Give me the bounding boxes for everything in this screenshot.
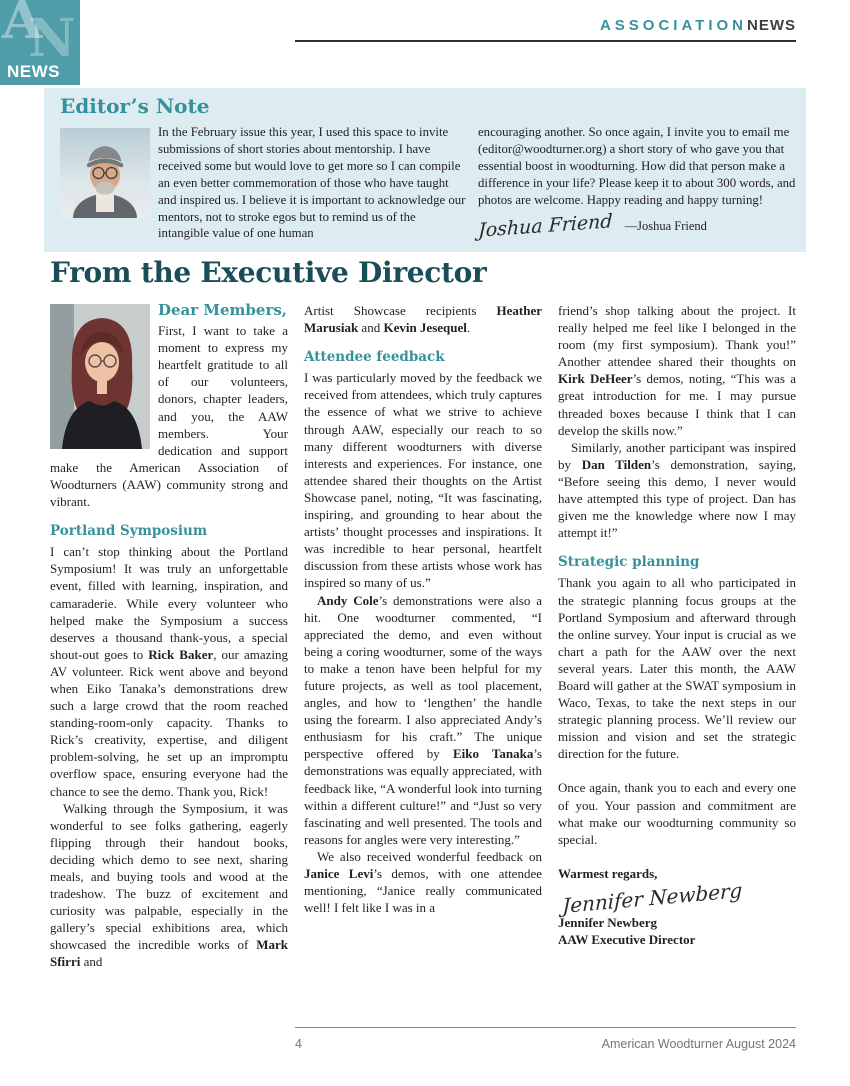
article-title: From the Executive Director [50, 256, 487, 289]
paragraph: Walking through the Symposium, it was wonderful to see folks gathering, eagerly flipping through their handout books, deciding which demo to see next, sharing meals, and buying tools and wood at the tradeshow. The buzz of excitement and curiosity was palpable, especially in the gallery’s special exhibitions area, which showcased the incredible works of Mark Sfirri and [50, 800, 288, 970]
subhead-strategic-planning: Strategic planning [558, 554, 700, 571]
logo-letter-n: N [28, 8, 76, 69]
paragraph: friend’s shop talking about the project. It really helped me feel like I belonged in the room (my first symposium). Thank you!” Another attendee shared their thoughts on Kirk DeHeer’s demos, noting, “This was a great introduction for me. I may pursue threaded boxes because I think that I can develop the skills now.” [558, 303, 796, 438]
jennifer-newberg-signature: Jennifer Newberg [562, 877, 743, 918]
header-association-text: ASSOCIATION [599, 17, 747, 34]
paragraph: Thank you again to all who participated in the strategic planning focus groups at the Portland Symposium and afterward through the online survey. Your input is crucial as we chart a path for the AAW over the next several years. Later this month, the AAW Board will gather at the SWAT symposium in Waco, Texas, to take the next steps in our strategic planning process. We’ll review our mission and vision and set the strategic direction for the future. [558, 575, 796, 762]
paragraph: Artist Showcase recipients Heather Marusiak and Kevin Jesequel. [304, 303, 542, 336]
paragraph: I was particularly moved by the feedback we received from attendees, which truly captures the essence of what we strive to achieve through AAW, especially our reach to so many different woodturners with diverse interests and experiences. For instance, one attendee shared their thoughts on the Artist Showcase panel, noting, “It was fascinating, inspiring, and grounding to hear about the artists’ thought processes and inspirations. It was incredible to hear personal, heartfelt discussion from these artists whose work has inspired so many of us.” [304, 370, 542, 591]
subhead-attendee-feedback: Attendee feedback [304, 349, 445, 366]
paragraph: Andy Cole’s demonstrations were also a hit. One woodturner commented, “I appreciated the demo, and even without being a coring woodturner, some of the ways to make a tenon have been helpful for my future projects, as well as tool placement, angles, and how to ‘lengthen’ the handle using the forearm. I also appreciated Andy’s enthusiasm for his craft.” The unique perspective offered by Eiko Tanaka’s demonstrations was equally appreciated, with feedback like, “A wonderful look into turning within a different culture!” and “Just so very fascinating and well presented. The tools and reasons for angles were very interesting.” [304, 592, 542, 847]
editor-portrait-illustration [60, 128, 150, 218]
paragraph: Once again, thank you to each and every one of you. Your passion and commitment are what make our woodturning community so special. [558, 780, 796, 847]
editor-byline: —Joshua Friend [624, 218, 707, 233]
paragraph: We also received wonderful feedback on Janice Levi’s demos, with one attendee mentioning, “Janice really communicated well! I felt like I was in a [304, 848, 542, 916]
editors-note-text-col1: In the February issue this year, I used this space to invite submissions of short stories about mentorship. I have received some but would love to get more so I can compile an even better commemoration of those who have taught and inspired us. I believe it is important to acknowledge our mentors, not to stroke egos but to remind us of the intangible value of one human [158, 125, 466, 241]
section-header [295, 17, 796, 42]
joshua-friend-signature: Joshua Friend [477, 209, 613, 242]
salutation: Dear Members, [158, 301, 288, 319]
editors-note-title: Editor’s Note [60, 94, 210, 118]
executive-director-portrait-illustration [50, 304, 150, 449]
article-column-3 [558, 302, 796, 971]
closing-line: Warmest regards, [558, 865, 658, 881]
logo-letter-a: A [2, 0, 43, 51]
editor-signature-row [477, 209, 806, 242]
publication-name: American Woodturner August 2024 [601, 1037, 796, 1051]
paragraph: Similarly, another participant was inspired by Dan Tilden’s demonstration, saying, “Before seeing this demo, I never would have attempted this type of project. Dan has given me the knowledge where now I may attempt it!” [558, 439, 796, 541]
paragraph: I can’t stop thinking about the Portland Symposium! It was truly an unforgettable event, filled with learning, inspiration, and camaraderie. While every volunteer who helped make the Symposium a success deserves a thousand thank-yous, a special shout-out goes to Rick Baker, our amazing AV volunteer. Rick went above and beyond when Eiko Tanaka’s demonstrations drew such a large crowd that the room reached standing-room-only capacity. Thanks to Rick’s creativity, expertise, and diligent problem-solving, he set up an impromptu overflow space, ensuring everyone had the chance to see the demo. Thank you, Rick! [50, 544, 288, 799]
page-number: 4 [295, 1037, 302, 1051]
header-news-text: NEWS [747, 17, 796, 34]
director-title: AAW Executive Director [558, 932, 696, 948]
article-column-1 [50, 302, 288, 971]
editors-note-box [44, 88, 806, 252]
aaw-news-logo [0, 0, 80, 85]
editor-photo [60, 128, 150, 218]
editors-note-text-col2: encouraging another. So once again, I invite you to email me (editor@woodturner.org) a short story of who gave you that essential boost in woodturning. How did that person make a difference in your life? Please keep it to about 300 words, and photos are welcome. Happy reading and happy turning! [478, 125, 796, 207]
subhead-portland-symposium: Portland Symposium [50, 523, 208, 540]
editors-note-col2 [477, 124, 806, 242]
article-columns [50, 302, 796, 971]
director-name: Jennifer Newberg [558, 915, 658, 930]
page-footer [295, 1027, 796, 1051]
logo-news-label: NEWS [7, 62, 60, 81]
director-signature-block [562, 877, 796, 918]
paragraph: First, I want to take a moment to express my heartfelt gratitude to all of our volunteers, donors, chapter leaders, and you, the AAW members. Your dedication and support make the American Association of Woodturners (AAW) community strong and vibrant. [50, 323, 288, 510]
executive-director-photo [50, 304, 150, 449]
article-column-2 [304, 302, 542, 971]
